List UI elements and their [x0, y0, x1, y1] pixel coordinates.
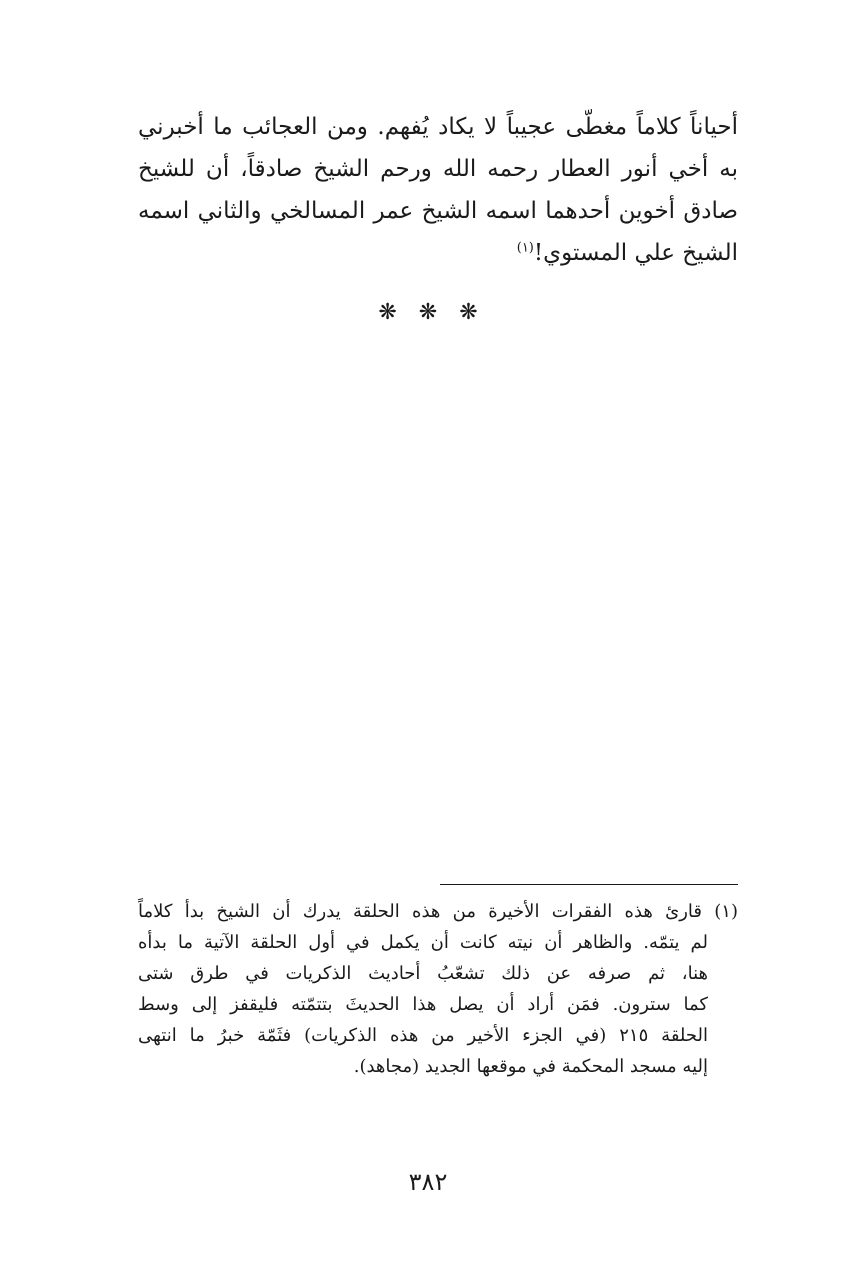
- footnote-line: كما سترون. فمَن أراد أن يصل هذا الحديثَ بتتمّته فليقفز إلى وسط: [138, 994, 708, 1015]
- body-line: صادق أخوين أحدهما اسمه الشيخ عمر المسالخي والثاني اسمه: [138, 198, 738, 224]
- footnote-line: (١) قارئ هذه الفقرات الأخيرة من هذه الحلقة يدرك أن الشيخ بدأ كلاماً: [138, 901, 738, 922]
- footnote-block: [138, 896, 738, 1082]
- body-paragraph: [138, 106, 738, 274]
- body-line: أحياناً كلاماً مغطّى عجيباً لا يكاد يُفهم. ومن العجائب ما أخبرني: [138, 114, 738, 140]
- body-line-text: الشيخ علي المستوي!: [533, 240, 738, 266]
- section-separator: [0, 300, 856, 325]
- body-line-last: [138, 232, 738, 274]
- page-number: ٣٨٢: [408, 1168, 448, 1196]
- footnote-line: هنا، ثم صرفه عن ذلك تشعّبُ أحاديث الذكريات في طرق شتى: [138, 963, 708, 984]
- footnote-line: الحلقة ٢١٥ (في الجزء الأخير من هذه الذكريات) فثَمّة خبرُ ما انتهى: [138, 1025, 708, 1046]
- footnote-line: لم يتمّه. والظاهر أن نيته كانت أن يكمل في أول الحلقة الآتية ما بدأه: [138, 932, 708, 953]
- footnote-line: إليه مسجد المحكمة في موقعها الجديد (مجاهد).: [353, 1056, 708, 1077]
- asterism-mark: ❋: [418, 300, 438, 325]
- footnote-divider: [440, 884, 738, 885]
- footnote-reference: (١): [516, 240, 534, 256]
- body-line: به أخي أنور العطار رحمه الله ورحم الشيخ صادقاً، أن للشيخ: [138, 156, 738, 182]
- asterism-mark: ❋: [378, 300, 397, 325]
- asterism-mark: ❋: [459, 300, 478, 325]
